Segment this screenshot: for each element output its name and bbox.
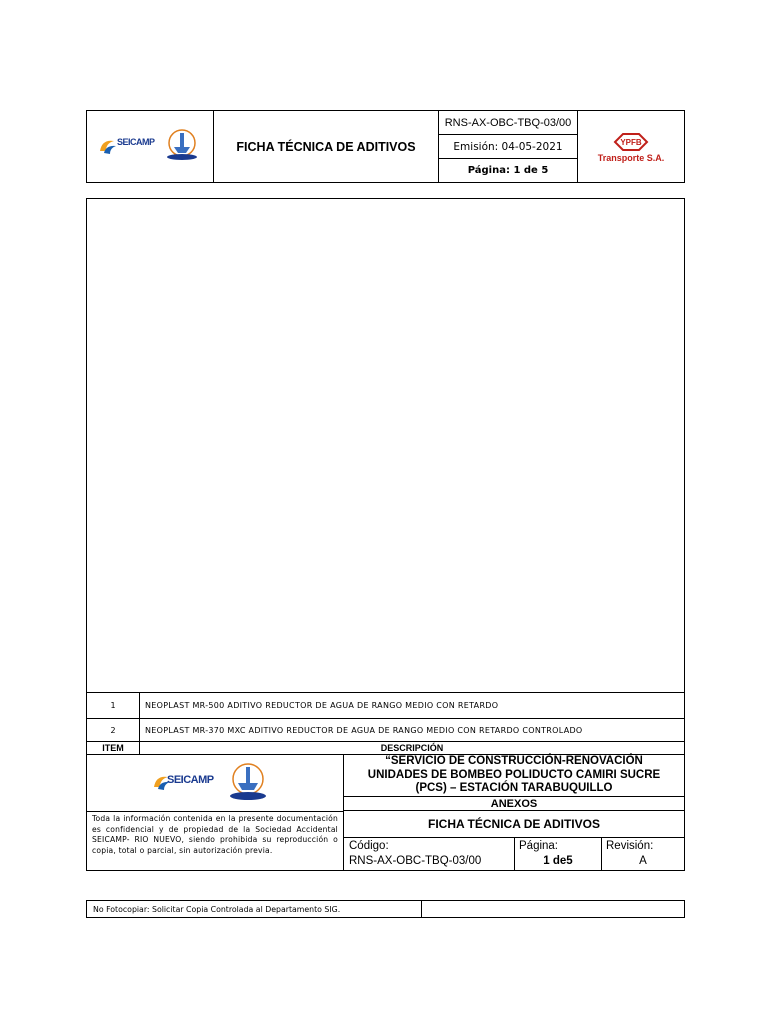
item-description-1: NEOPLAST MR-500 ADITIVO REDUCTOR DE AGUA DE RANGO MEDIO CON RETARDO [145,701,499,710]
content-frame [86,198,685,871]
annex-label: ANEXOS [490,797,538,810]
code-label: Código: [349,839,389,852]
project-title-line-2: UNIDADES DE BOMBEO POLIDUCTO CAMIRI SUCRE [367,768,661,781]
footer-seicamp-logo [87,755,343,811]
page-value: 1 de5 [543,855,573,867]
page-label: Página: [519,839,559,852]
item-number-1: 1 [110,701,116,710]
description-column-header: DESCRIPCIÓN [380,743,444,753]
project-title-line-1: “SERVICIO DE CONSTRUCCIÓN-RENOVACIÓN [385,755,643,768]
bottom-note-box [86,900,685,918]
seicamp-logo [87,111,213,182]
code-value: RNS-AX-OBC-TBQ-03/00 [349,855,482,867]
page-number: Página: 1 de 5 [467,165,549,176]
item-description-2: NEOPLAST MR-370 MXC ADITIVO REDUCTOR DE AGUA DE RANGO MEDIO CON RETARDO CONTROLADO [145,725,583,735]
project-title-line-3: (PCS) – ESTACIÓN TARABUQUILLO [415,782,613,795]
header-table [86,110,685,183]
ypfb-transporte-logo [578,111,684,182]
item-column-header: ITEM [102,743,124,753]
ypfb-emblem-icon [611,131,651,153]
emission-date: Emisión: 04-05-2021 [453,140,563,153]
seicamp-logo-text: SEICAMP [117,137,155,147]
no-photocopy-note: No Fotocopiar: Solicitar Copia Controlada al Departamento SIG. [93,904,341,914]
transporte-text: Transporte S.A. [597,152,665,163]
confidentiality-notice: Toda la información contenida en la presente documentación es confidencial y de propiedad de la Sociedad Accidental SEICAMP- RIO NUEVO, siendo prohibida su reproducción o copia, total o parcial, sin autorización previa. [92,814,338,855]
revision-value: A [639,855,647,867]
document-code: RNS-AX-OBC-TBQ-03/00 [444,116,572,129]
document-body-area [87,199,684,692]
item-number-2: 2 [110,725,116,735]
document-title: FICHA TÉCNICA DE ADITIVOS [236,139,416,154]
project-title [344,755,684,796]
footer-seicamp-text: SEICAMP [167,774,214,786]
footer-document-title: FICHA TÉCNICA DE ADITIVOS [427,817,600,831]
revision-label: Revisión: [606,839,654,852]
ypfb-brand: YPFB [620,137,642,147]
